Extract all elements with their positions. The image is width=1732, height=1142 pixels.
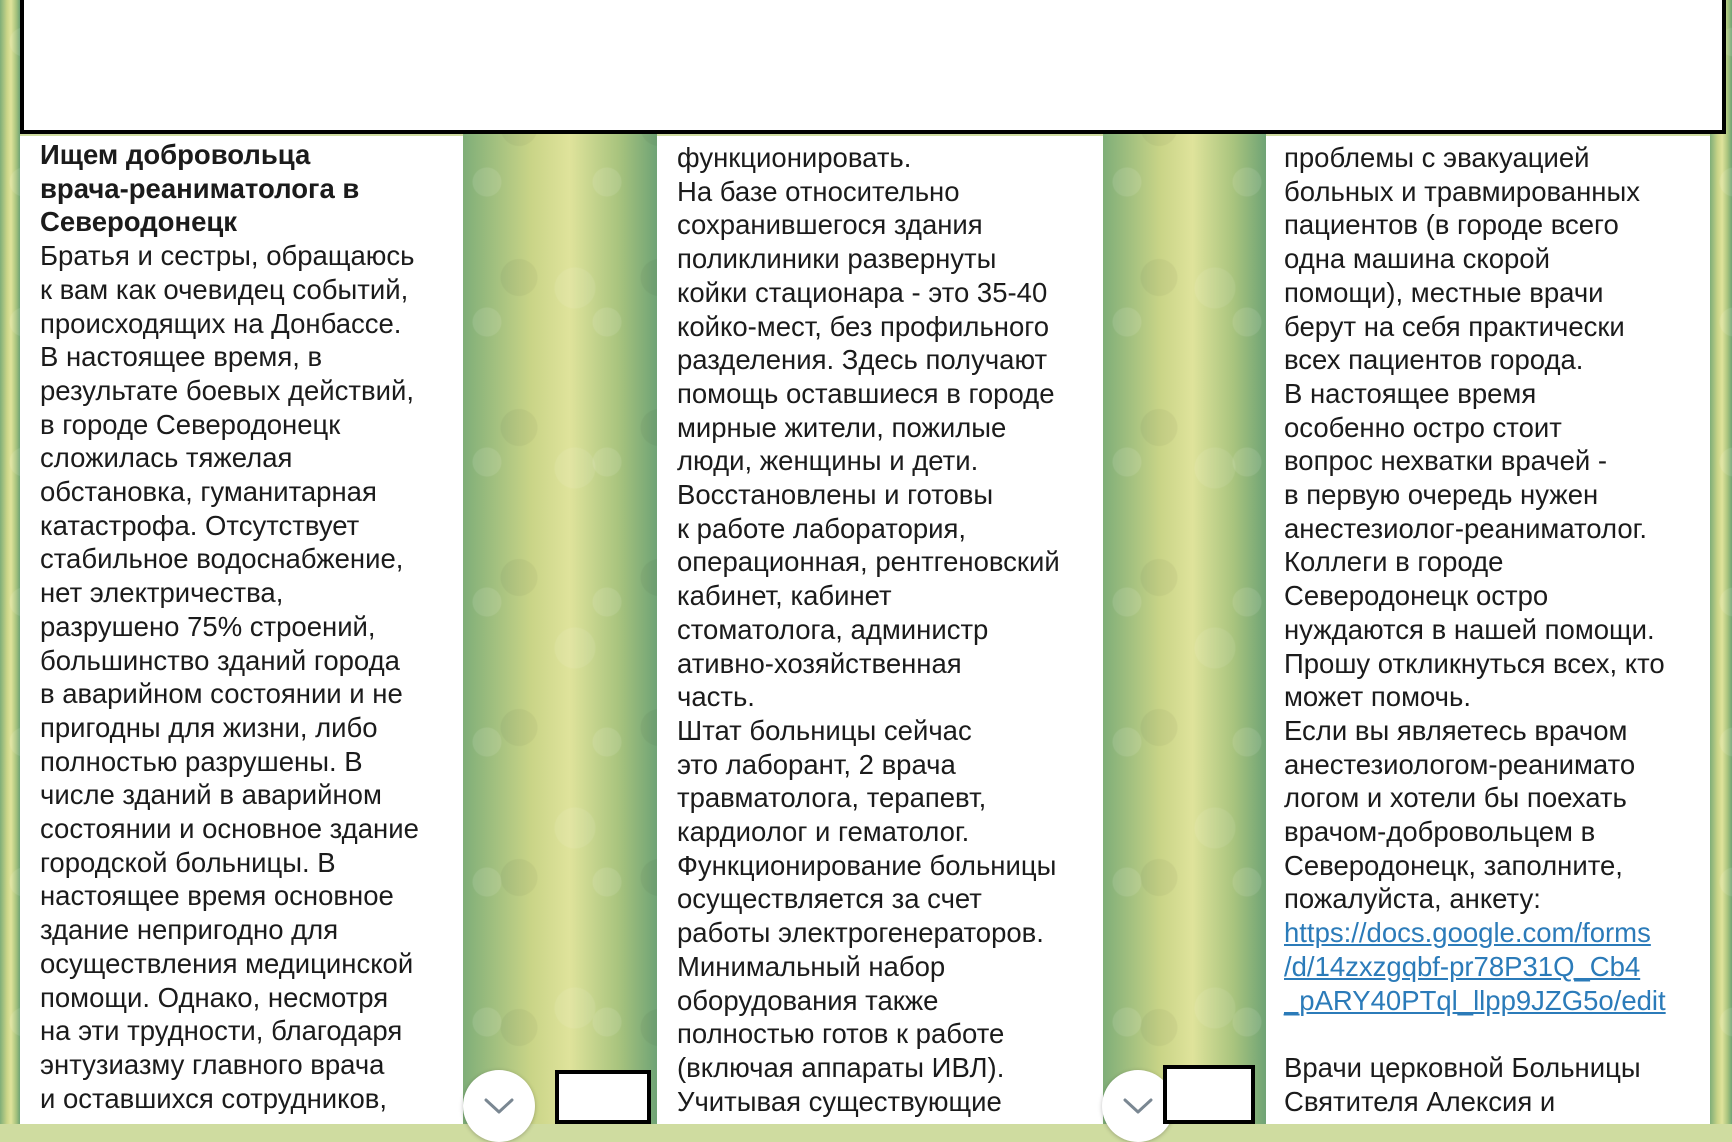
message-line: врачом-добровольцем в xyxy=(1284,816,1596,848)
message-line: В настоящее время, в xyxy=(40,341,323,373)
message-line: особенно остро стоит xyxy=(1284,411,1562,443)
message-line: в первую очередь нужен xyxy=(1284,479,1599,511)
message-line: Братья и сестры, обращаюсь xyxy=(40,240,415,272)
message-title-line: Ищем добровольца xyxy=(40,139,311,170)
chat-wallpaper-2 xyxy=(463,0,657,1124)
message-line: кабинет, кабинет xyxy=(677,580,892,612)
message-line: разрушено 75% строений, xyxy=(40,610,376,642)
message-line: помощи), местные врачи xyxy=(1284,276,1604,308)
redaction-box-2 xyxy=(1163,1065,1255,1124)
message-line: операционная, рентгеновский xyxy=(677,546,1060,578)
message-line: анестезиолог-реаниматолог. xyxy=(1284,512,1647,544)
message-line: Коллеги в городе xyxy=(1284,546,1504,578)
message-line: больных и травмированных xyxy=(1284,175,1640,207)
message-line: Святителя Алексия и xyxy=(1284,1085,1556,1117)
message-line: Врачи церковной Больницы xyxy=(1284,1051,1641,1083)
message-line: берут на себя практически xyxy=(1284,310,1625,342)
message-line: Штат больницы сейчас xyxy=(677,714,972,746)
message-line: в городе Северодонецк xyxy=(40,408,341,440)
message-line: и оставшихся сотрудников, xyxy=(40,1082,388,1114)
message-line: катастрофа. Отсутствует xyxy=(40,509,360,541)
message-line: люди, женщины и дети. xyxy=(677,445,979,477)
message-line: оборудования также xyxy=(677,984,939,1016)
message-line: может помочь. xyxy=(1284,681,1471,713)
message-line: помощь оставшиеся в городе xyxy=(677,377,1055,409)
redaction-box-1 xyxy=(555,1070,651,1124)
scroll-down-button-1[interactable] xyxy=(463,1070,535,1142)
blank-line xyxy=(1284,1017,1700,1051)
message-line: логом и хотели бы поехать xyxy=(1284,782,1627,814)
message-line: обстановка, гуманитарная xyxy=(40,476,377,508)
message-line: В настоящее время xyxy=(1284,377,1537,409)
message-line: осуществляется за счет xyxy=(677,883,982,915)
message-line: анестезиологом-реанимато xyxy=(1284,748,1636,780)
message-line: на эти трудности, благодаря xyxy=(40,1015,403,1047)
message-line: проблемы с эвакуацией xyxy=(1284,142,1590,173)
message-line: стоматолога, администр xyxy=(677,613,989,645)
message-line: здание непригодно для xyxy=(40,914,339,946)
message-line: Северодонецк, заполните, xyxy=(1284,849,1623,881)
message-line: результате боевых действий, xyxy=(40,374,414,406)
message-line: сохранившегося здания xyxy=(677,209,983,241)
message-line: койки стационара - это 35-40 xyxy=(677,276,1048,308)
message-line: сложилась тяжелая xyxy=(40,442,293,474)
form-link-line[interactable]: https://docs.google.com/forms xyxy=(1284,917,1651,949)
message-title-line: Северодонецк xyxy=(40,206,238,238)
chat-wallpaper-1 xyxy=(0,0,20,1124)
message-line: числе зданий в аварийном xyxy=(40,779,382,811)
message-line: Если вы являетесь врачом xyxy=(1284,714,1628,746)
message-line: большинство зданий города xyxy=(40,644,400,676)
message-line: в аварийном состоянии и не xyxy=(40,678,403,710)
message-line: ативно-хозяйственная xyxy=(677,647,962,679)
message-line: Прошу откликнуться всех, кто xyxy=(1284,647,1665,679)
chevron-down-icon xyxy=(1122,1096,1154,1116)
message-line: кардиолог и гематолог. xyxy=(677,816,970,848)
message-line: разделения. Здесь получают xyxy=(677,344,1048,376)
message-title-line: врача-реаниматолога в xyxy=(40,172,360,204)
message-line: стабильное водоснабжение, xyxy=(40,543,404,575)
message-panel-1 xyxy=(20,136,463,1124)
message-line: энтузиазму главного врача xyxy=(40,1048,385,1080)
message-line: это лаборант, 2 врача xyxy=(677,748,956,780)
form-link-line[interactable]: /d/14zxzgqbf-pr78P31Q_Cb4 xyxy=(1284,950,1641,982)
chevron-down-icon xyxy=(483,1096,515,1116)
message-line: часть. xyxy=(677,681,755,713)
message-line: Северодонецк остро xyxy=(1284,580,1549,612)
message-line: всех пациентов города. xyxy=(1284,344,1584,376)
message-line: одна машина скорой xyxy=(1284,243,1550,275)
message-line: Восстановлены и готовы xyxy=(677,479,994,511)
message-line: Минимальный набор xyxy=(677,950,946,982)
message-panel-2 xyxy=(657,136,1103,1124)
message-line: Учитывая существующие xyxy=(677,1085,1002,1117)
message-line: (включая аппараты ИВЛ). xyxy=(677,1051,1005,1083)
message-line: На базе относительно xyxy=(677,175,960,207)
message-line: к вам как очевидец событий, xyxy=(40,273,409,305)
message-line: пожалуйста, анкету: xyxy=(1284,883,1541,915)
message-line: койко-мест, без профильного xyxy=(677,310,1049,342)
message-line: поликлиники развернуты xyxy=(677,243,997,275)
message-line: к работе лаборатория, xyxy=(677,512,967,544)
chat-wallpaper-3 xyxy=(1103,0,1266,1124)
message-line: Функционирование больницы xyxy=(677,849,1057,881)
form-link-line[interactable]: _pARY40PTql_llpp9JZG5o/edit xyxy=(1284,984,1666,1016)
message-line: вопрос нехватки врачей - xyxy=(1284,445,1608,477)
message-line: происходящих на Донбассе. xyxy=(40,307,402,339)
message-line: нуждаются в нашей помощи. xyxy=(1284,613,1655,645)
message-text-3 xyxy=(1284,141,1700,1118)
message-line: полностью разрушены. В xyxy=(40,745,363,777)
message-text-1 xyxy=(40,138,453,1115)
message-panel-3 xyxy=(1266,136,1710,1124)
message-line: полностью готов к работе xyxy=(677,1018,1005,1050)
message-line: функционировать. xyxy=(677,142,912,173)
message-line: помощи. Однако, несмотря xyxy=(40,981,389,1013)
message-line: осуществления медицинской xyxy=(40,947,414,979)
message-line: пригодны для жизни, либо xyxy=(40,711,378,743)
message-line: травматолога, терапевт, xyxy=(677,782,987,814)
message-line: работы электрогенераторов. xyxy=(677,917,1044,949)
message-line: городской больницы. В xyxy=(40,846,336,878)
message-line: пациентов (в городе всего xyxy=(1284,209,1619,241)
message-line: нет электричества, xyxy=(40,577,284,609)
message-text-2 xyxy=(677,141,1093,1118)
chat-wallpaper-4 xyxy=(1710,0,1732,1124)
message-line: состоянии и основное здание xyxy=(40,813,419,845)
message-line: настоящее время основное xyxy=(40,880,394,912)
redaction-header-box xyxy=(20,0,1726,134)
message-line: мирные жители, пожилые xyxy=(677,411,1007,443)
